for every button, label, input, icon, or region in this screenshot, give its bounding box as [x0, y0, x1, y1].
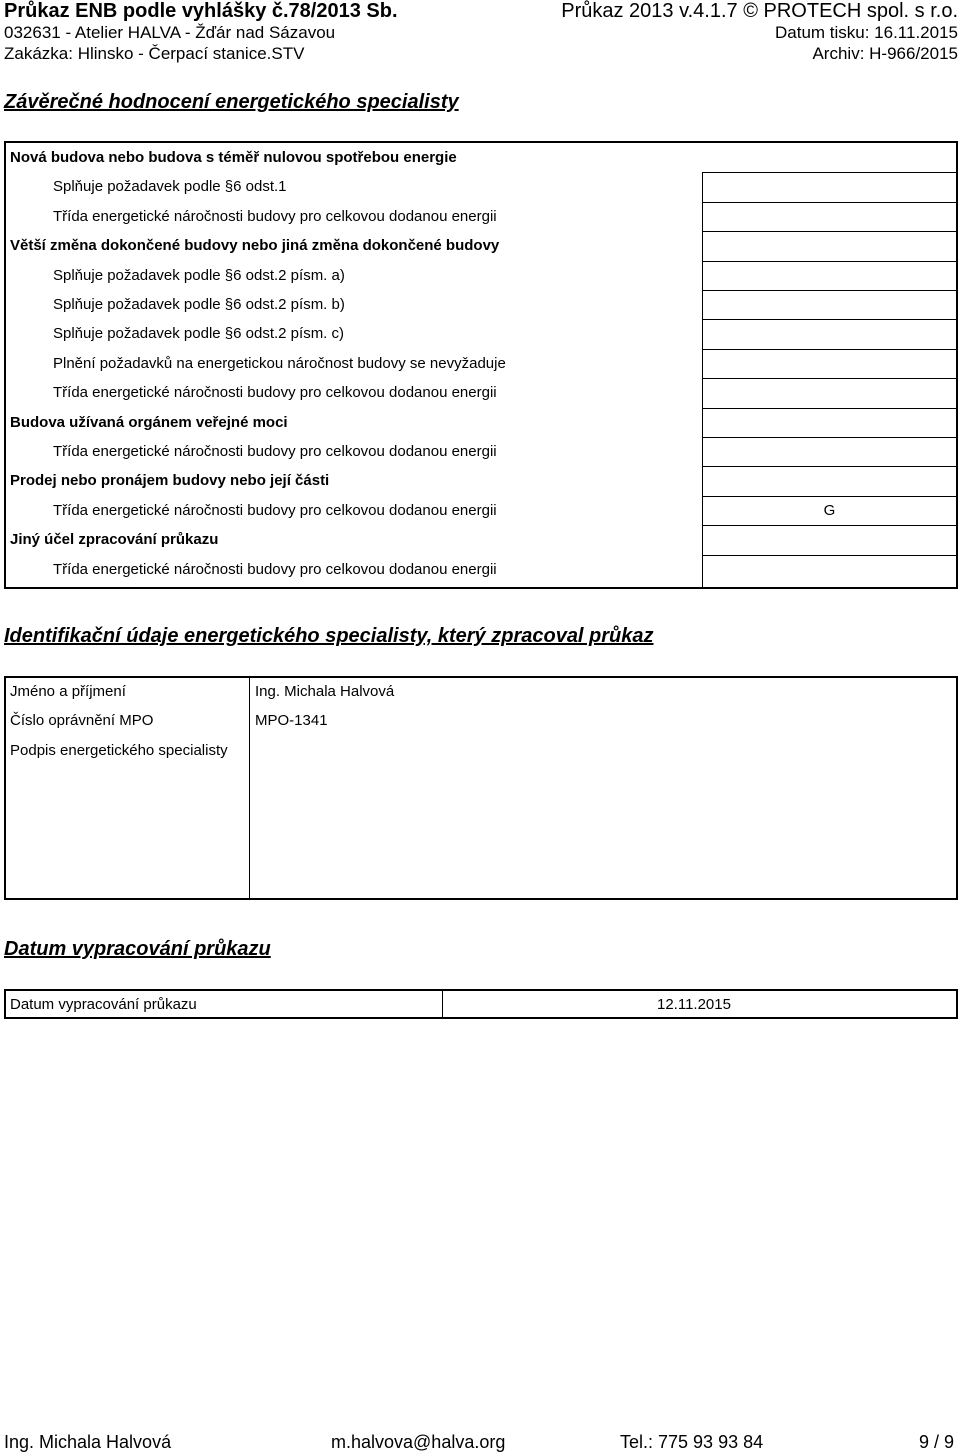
evaluation-row-divider: [702, 555, 958, 556]
evaluation-row-divider: [702, 290, 958, 291]
evaluation-criterion-label: Třída energetické náročnosti budovy pro celkovou dodanou energii: [53, 560, 497, 578]
evaluation-row-divider: [702, 261, 958, 262]
evaluation-row-divider: [702, 525, 958, 526]
evaluation-row-divider: [702, 378, 958, 379]
identification-table: [4, 676, 958, 900]
permit-label: Číslo oprávnění MPO: [10, 712, 154, 729]
evaluation-criterion-label: Splňuje požadavek podle §6 odst.2 písm. a): [53, 266, 345, 284]
evaluation-criterion-label: Splňuje požadavek podle §6 odst.1: [53, 178, 287, 196]
header-line-1: [0, 0, 960, 22]
evaluation-row-divider: [702, 319, 958, 320]
evaluation-criterion-label: Splňuje požadavek podle §6 odst.2 písm. b): [53, 296, 345, 313]
name-label: Jméno a příjmení: [10, 683, 126, 700]
evaluation-row-divider: [702, 496, 958, 497]
evaluation-row-divider: [702, 231, 958, 232]
header-line-3: [0, 44, 960, 66]
preparation-date-value: 12.11.2015: [657, 996, 731, 1013]
evaluation-criterion-label: Třída energetické náročnosti budovy pro celkovou dodanou energii: [53, 207, 497, 225]
preparation-date-label: Datum vypracování průkazu: [10, 996, 197, 1013]
permit-value: MPO-1341: [255, 712, 328, 729]
evaluation-criterion-label: Třída energetické náročnosti budovy pro celkovou dodanou energii: [53, 443, 497, 460]
evaluation-group-heading: Prodej nebo pronájem budovy nebo její části: [10, 472, 330, 490]
evaluation-section-title: Závěrečné hodnocení energetického specialisty: [4, 91, 459, 113]
signature-label: Podpis energetického specialisty: [10, 742, 228, 759]
evaluation-row-divider: [702, 437, 958, 438]
evaluation-criterion-label: Třída energetické náročnosti budovy pro celkovou dodanou energii: [53, 501, 497, 519]
evaluation-row-divider: [702, 172, 958, 173]
evaluation-criterion-label: Splňuje požadavek podle §6 odst.2 písm. c): [53, 325, 345, 343]
archive-number: Archiv: H-966/2015: [812, 44, 958, 63]
footer-name: Ing. Michala Halvová: [4, 1432, 172, 1452]
name-value: Ing. Michala Halvová: [255, 683, 395, 700]
preparation-date-section-title: Datum vypracování průkazu: [4, 938, 271, 960]
evaluation-criterion-label: Třída energetické náročnosti budovy pro celkovou dodanou energii: [53, 384, 497, 402]
document-title: Průkaz ENB podle vyhlášky č.78/2013 Sb.: [4, 0, 398, 22]
footer-phone: Tel.: 775 93 93 84: [620, 1432, 764, 1452]
evaluation-group-heading: Jiný účel zpracování průkazu: [10, 531, 219, 549]
identification-column-divider: [249, 677, 250, 899]
header-line-2: [0, 23, 960, 45]
evaluation-criterion-label: Plnění požadavků na energetickou náročnost budovy se nevyžaduje: [53, 354, 506, 372]
preparation-date-divider: [442, 990, 443, 1018]
software-version: Průkaz 2013 v.4.1.7 © PROTECH spol. s r.o.: [561, 0, 958, 22]
evaluation-row-divider: [702, 466, 958, 467]
footer-email: m.halvova@halva.org: [331, 1432, 506, 1452]
evaluation-row-divider: [702, 202, 958, 203]
client-info: 032631 - Atelier HALVA - Žďár nad Sázavou: [4, 23, 336, 42]
evaluation-group-heading: Větší změna dokončené budovy nebo jiná změna dokončené budovy: [10, 237, 500, 255]
print-date: Datum tisku: 16.11.2015: [774, 23, 958, 42]
evaluation-row-divider: [702, 408, 958, 409]
job-info: Zakázka: Hlinsko - Čerpací stanice.STV: [4, 44, 305, 63]
evaluation-row-divider: [702, 349, 958, 350]
footer-page-number: 9 / 9: [918, 1432, 954, 1452]
identification-section-title: Identifikační údaje energetického specialisty, který zpracoval průkaz: [4, 625, 654, 647]
evaluation-group-heading: Nová budova nebo budova s téměř nulovou spotřebou energie: [10, 149, 457, 166]
evaluation-value-cell: G: [823, 501, 836, 519]
page-footer: [0, 1432, 960, 1454]
evaluation-group-heading: Budova užívaná orgánem veřejné moci: [10, 413, 288, 431]
